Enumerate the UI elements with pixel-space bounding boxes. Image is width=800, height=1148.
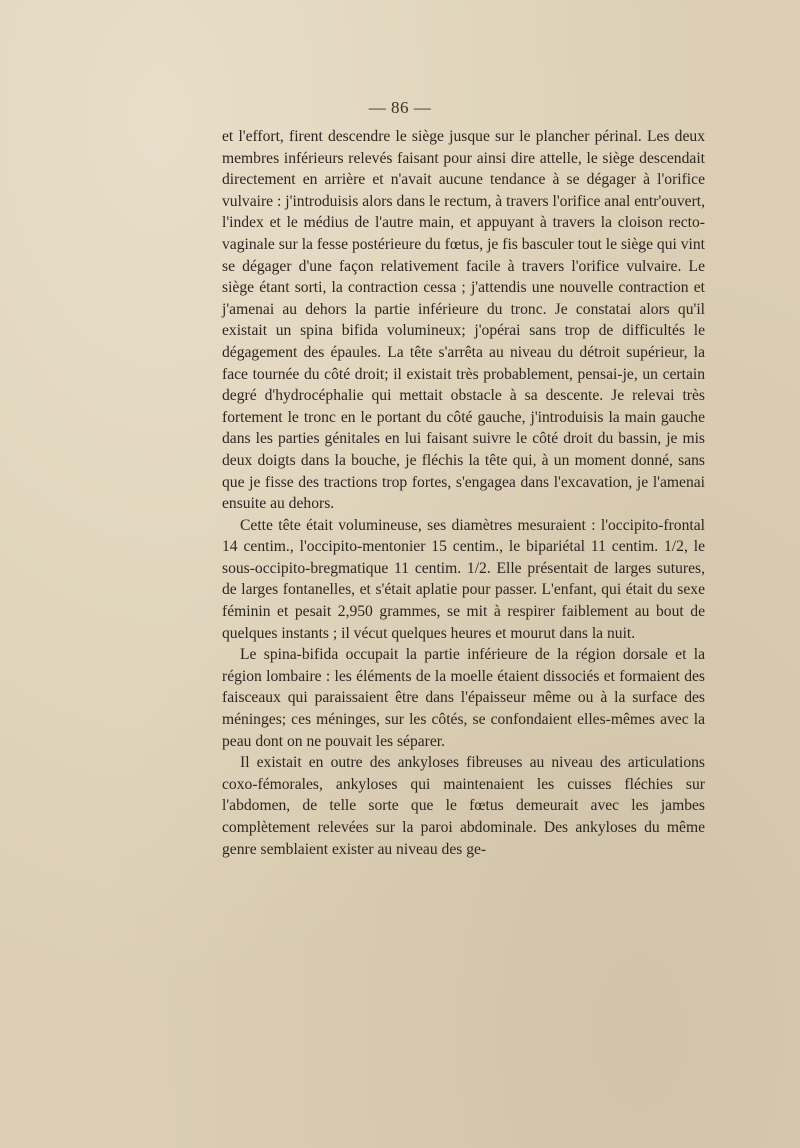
paragraph-3: Le spina-bifida occupait la partie inférieure de la région dorsale et la région lombaire : les éléments de la moelle étaient dissociés et formaient des faisceaux qui paraissaient être dans l'épaisseur même ou à la surface des méninges; ces méninges, sur les côtés, se confondaient elles-mêmes avec la peau dont on ne pouvait les séparer. — [222, 646, 705, 750]
page-number: — 86 — — [368, 98, 432, 117]
paragraph-1: et l'effort, firent descendre le siège jusque sur le plancher périnal. Les deux membres inférieurs relevés faisant pour ainsi dire attelle, le siège descendait directement en arrière et n'avait aucune tendance à se dégager à l'orifice vulvaire : j'introduisis alors dans le rectum, à travers l'orifice anal entr'ouvert, l'index et le médius de l'autre main, et appuyant à travers la cloison recto-vaginale sur la fesse postérieure du fœtus, je fis basculer tout le siège qui vint se dégager d'une façon relativement facile à travers l'orifice vulvaire. Le siège étant sorti, la contraction cessa ; j'attendis une nouvelle contraction et j'amenai au dehors la partie inférieure du tronc. Je constatai alors qu'il existait un spina bifida volumineux; j'opérai sans trop de difficultés le dégagement des épaules. La tête s'arrêta au niveau du détroit supérieur, la face tournée du côté droit; il existait très probablement, pensai-je, un certain degré d'hydrocéphalie qui mettait obstacle à sa descente. Je relevai très fortement le tronc en le portant du côté gauche, j'introduisis la main gauche dans les parties génitales en lui faisant suivre le côté droit du bassin, je mis deux doigts dans la bouche, je fléchis la tête qui, à un moment donné, sans que je fisse des tractions trop fortes, s'engagea dans l'excavation, je l'amenai ensuite au dehors. — [222, 128, 705, 513]
paragraph-4: Il existait en outre des ankyloses fibreuses au niveau des articulations coxo-fémorales, ankyloses qui maintenaient les cuisses fléchies sur l'abdomen, de telle sorte que le fœtus demeurait avec les jambes complètement relevées sur la paroi abdominale. Des ankyloses du même genre semblaient exister au niveau des ge- — [222, 754, 705, 858]
paragraph-2: Cette tête était volumineuse, ses diamètres mesuraient : l'occipito-frontal 14 centim., l'occipito-mentonier 15 centim., le bipariétal 11 centim. 1/2, le sous-occipito-bregmatique 11 centim. 1/2. Elle présentait de larges sutures, de larges fontanelles, et s'était aplatie pour passer. L'enfant, qui était du sexe féminin et pesait 2,950 grammes, se mit à respirer faiblement au bout de quelques instants ; il vécut quelques heures et mourut dans la nuit. — [222, 516, 705, 642]
body-text — [222, 126, 705, 860]
